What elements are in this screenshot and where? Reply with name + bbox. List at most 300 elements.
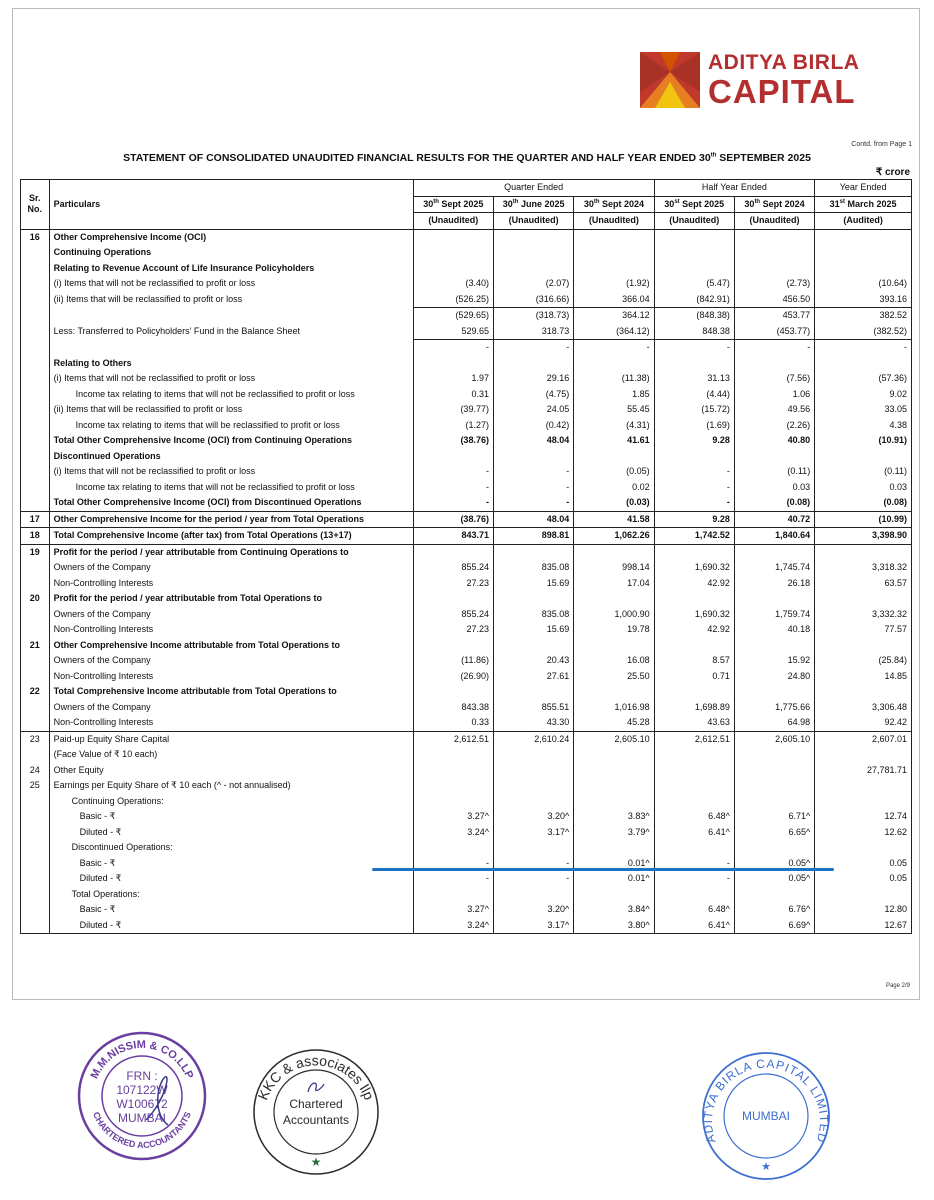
row-sr — [21, 576, 50, 592]
row-value: 382.52 — [815, 308, 912, 324]
row-value: 12.67 — [815, 918, 912, 934]
row-value: 0.03 — [734, 480, 814, 496]
row-value: (318.73) — [493, 308, 573, 324]
row-value: 26.18 — [734, 576, 814, 592]
row-value — [574, 356, 654, 372]
table-row — [21, 276, 912, 292]
row-value — [734, 638, 814, 654]
period-day: 30 — [502, 198, 513, 209]
row-particular: Profit for the period / year attributable from Continuing Operations to — [49, 544, 413, 560]
row-particular: Non-Controlling Interests — [49, 622, 413, 638]
row-particular: Total Other Comprehensive Income (OCI) from Continuing Operations — [49, 433, 413, 449]
row-value: 42.92 — [654, 622, 734, 638]
row-value — [493, 763, 573, 779]
header-status-1: (Unaudited) — [493, 213, 573, 230]
row-sr — [21, 356, 50, 372]
row-value — [574, 887, 654, 903]
row-value: 64.98 — [734, 715, 814, 731]
row-sr — [21, 794, 50, 810]
row-value: 3,318.32 — [815, 560, 912, 576]
row-value: 855.51 — [493, 700, 573, 716]
row-value: (15.72) — [654, 402, 734, 418]
row-sr — [21, 607, 50, 623]
row-particular: Less: Transferred to Policyholders' Fund in the Balance Sheet — [49, 324, 413, 340]
brand-line-1: ADITYA BIRLA — [708, 51, 860, 74]
row-value: (0.42) — [493, 418, 573, 434]
row-value — [815, 449, 912, 465]
row-value — [654, 684, 734, 700]
header-quarter-ended: Quarter Ended — [413, 180, 654, 197]
row-value: (0.05) — [574, 464, 654, 480]
row-value: (848.38) — [654, 308, 734, 324]
row-value: 3,398.90 — [815, 528, 912, 545]
row-sr — [21, 902, 50, 918]
svg-text:ADITYA BIRLA CAPITAL LIMITED — [701, 1057, 831, 1145]
header-particulars: Particulars — [49, 180, 413, 230]
row-value — [815, 684, 912, 700]
row-particular: Income tax relating to items that will not be reclassified to profit or loss — [49, 387, 413, 403]
row-sr — [21, 292, 50, 308]
row-value — [413, 887, 493, 903]
stamp2-ring-text: KKC & associates llp — [254, 1052, 378, 1103]
row-value — [654, 229, 734, 245]
row-sr — [21, 840, 50, 856]
table-row — [21, 731, 912, 747]
row-value: (10.64) — [815, 276, 912, 292]
row-particular: Non-Controlling Interests — [49, 669, 413, 685]
row-particular: (ii) Items that will be reclassified to profit or loss — [49, 292, 413, 308]
row-particular: (i) Items that will not be reclassified to profit or loss — [49, 276, 413, 292]
period-day: 30 — [423, 198, 434, 209]
row-value: 0.03 — [815, 480, 912, 496]
period-rest: Sept 2024 — [599, 198, 645, 209]
row-value: 31.13 — [654, 371, 734, 387]
row-value: - — [654, 480, 734, 496]
header-year-ended: Year Ended — [815, 180, 912, 197]
row-value — [413, 229, 493, 245]
row-value: 843.38 — [413, 700, 493, 716]
row-value: (11.38) — [574, 371, 654, 387]
row-value: 6.69^ — [734, 918, 814, 934]
row-value: (2.26) — [734, 418, 814, 434]
row-sr: 17 — [21, 511, 50, 528]
row-value: (1.69) — [654, 418, 734, 434]
row-value: - — [654, 495, 734, 511]
row-sr — [21, 856, 50, 872]
row-value: 4.38 — [815, 418, 912, 434]
row-value — [654, 261, 734, 277]
row-value: 1,016.98 — [574, 700, 654, 716]
row-value: 24.05 — [493, 402, 573, 418]
row-particular: Relating to Revenue Account of Life Insurance Policyholders — [49, 261, 413, 277]
row-value: - — [734, 340, 814, 356]
header-period-2 — [574, 196, 654, 213]
row-value — [493, 747, 573, 763]
row-value — [734, 794, 814, 810]
row-value: 1,745.74 — [734, 560, 814, 576]
row-value — [574, 261, 654, 277]
row-particular: Income tax relating to items that will be reclassified to profit or loss — [49, 418, 413, 434]
row-value: 3.80^ — [574, 918, 654, 934]
row-value: 0.05 — [815, 871, 912, 887]
row-value: 6.48^ — [654, 809, 734, 825]
row-value: 3.27^ — [413, 902, 493, 918]
row-sr: 23 — [21, 731, 50, 747]
row-value — [815, 356, 912, 372]
row-value — [654, 544, 734, 560]
row-particular: Profit for the period / year attributable from Total Operations to — [49, 591, 413, 607]
stamp3-center: MUMBAI — [742, 1109, 790, 1123]
table-row — [21, 622, 912, 638]
row-sr — [21, 276, 50, 292]
table-row — [21, 511, 912, 528]
row-value: - — [413, 480, 493, 496]
table-row — [21, 464, 912, 480]
table-row — [21, 638, 912, 654]
table-row — [21, 544, 912, 560]
period-rest: Sept 2025 — [438, 198, 484, 209]
row-sr — [21, 387, 50, 403]
row-value: 1.85 — [574, 387, 654, 403]
row-value: - — [413, 856, 493, 872]
row-particular: Paid-up Equity Share Capital — [49, 731, 413, 747]
row-value: (529.65) — [413, 308, 493, 324]
row-value — [413, 261, 493, 277]
row-value: - — [574, 340, 654, 356]
row-value — [574, 229, 654, 245]
row-value: 40.18 — [734, 622, 814, 638]
table-row — [21, 825, 912, 841]
row-value — [815, 245, 912, 261]
header-period-1 — [493, 196, 573, 213]
header-period-0 — [413, 196, 493, 213]
row-particular: Diluted - ₹ — [49, 825, 413, 841]
table-row — [21, 684, 912, 700]
row-value: 1,742.52 — [654, 528, 734, 545]
period-rest: Sept 2024 — [760, 198, 805, 209]
row-value: 1,062.26 — [574, 528, 654, 545]
row-value — [734, 449, 814, 465]
row-sr — [21, 700, 50, 716]
row-sr — [21, 340, 50, 356]
row-value: - — [413, 340, 493, 356]
stamp1-line3: W100672 — [116, 1097, 168, 1111]
row-value: (39.77) — [413, 402, 493, 418]
row-value — [574, 840, 654, 856]
row-value: 453.77 — [734, 308, 814, 324]
table-row — [21, 778, 912, 794]
row-value — [734, 747, 814, 763]
row-value — [734, 356, 814, 372]
results-table — [20, 179, 912, 934]
row-value: 0.05 — [815, 856, 912, 872]
row-value: 0.31 — [413, 387, 493, 403]
row-value: 3,306.48 — [815, 700, 912, 716]
table-row — [21, 528, 912, 545]
row-value — [734, 544, 814, 560]
row-value — [815, 840, 912, 856]
header-period-5 — [815, 196, 912, 213]
header-period-3 — [654, 196, 734, 213]
row-sr — [21, 402, 50, 418]
row-particular: Relating to Others — [49, 356, 413, 372]
row-value: 3.83^ — [574, 809, 654, 825]
row-value — [574, 591, 654, 607]
row-sr — [21, 324, 50, 340]
row-value: (526.25) — [413, 292, 493, 308]
row-value: 6.65^ — [734, 825, 814, 841]
row-value: 835.08 — [493, 560, 573, 576]
row-value — [654, 638, 734, 654]
unit-label: ₹ crore — [875, 167, 910, 178]
table-row — [21, 229, 912, 245]
brand-logo-icon — [640, 52, 700, 108]
row-value — [654, 840, 734, 856]
row-particular: Discontinued Operations — [49, 449, 413, 465]
row-sr: 19 — [21, 544, 50, 560]
row-value: 1,690.32 — [654, 560, 734, 576]
row-particular: Total Operations: — [49, 887, 413, 903]
row-value — [815, 261, 912, 277]
row-value — [493, 840, 573, 856]
row-particular: Owners of the Company — [49, 653, 413, 669]
row-particular: Total Other Comprehensive Income (OCI) from Discontinued Operations — [49, 495, 413, 511]
row-value: 1,698.89 — [654, 700, 734, 716]
row-value — [654, 794, 734, 810]
row-value: 0.01^ — [574, 856, 654, 872]
row-value — [413, 747, 493, 763]
row-value — [815, 638, 912, 654]
row-sr — [21, 449, 50, 465]
row-value: 529.65 — [413, 324, 493, 340]
row-value: - — [493, 464, 573, 480]
row-value: - — [654, 856, 734, 872]
row-particular: Non-Controlling Interests — [49, 576, 413, 592]
row-value: 1,000.90 — [574, 607, 654, 623]
row-value: 27.61 — [493, 669, 573, 685]
row-value — [413, 449, 493, 465]
row-value — [574, 638, 654, 654]
row-value: (0.11) — [734, 464, 814, 480]
row-particular: Basic - ₹ — [49, 902, 413, 918]
row-value: (382.52) — [815, 324, 912, 340]
row-value — [413, 544, 493, 560]
row-particular: (Face Value of ₹ 10 each) — [49, 747, 413, 763]
row-value — [574, 544, 654, 560]
row-value: 12.62 — [815, 825, 912, 841]
row-value: (57.36) — [815, 371, 912, 387]
table-row — [21, 763, 912, 779]
header-status-3: (Unaudited) — [654, 213, 734, 230]
row-particular: Basic - ₹ — [49, 809, 413, 825]
auditor-stamp-kkc — [252, 1048, 380, 1176]
row-value — [815, 591, 912, 607]
row-value: 14.85 — [815, 669, 912, 685]
table-row — [21, 402, 912, 418]
period-day: 30 — [744, 198, 755, 209]
statement-title-text: STATEMENT OF CONSOLIDATED UNAUDITED FINANCIAL RESULTS FOR THE QUARTER AND HALF YEAR ENDED 30th SEPTEMBER 2025 — [123, 152, 811, 164]
period-day: 31 — [829, 198, 840, 209]
row-sr: 22 — [21, 684, 50, 700]
table-row — [21, 653, 912, 669]
header-half-year-ended: Half Year Ended — [654, 180, 815, 197]
row-value — [413, 778, 493, 794]
table-row — [21, 576, 912, 592]
row-value: 9.28 — [654, 511, 734, 528]
row-value: 29.16 — [493, 371, 573, 387]
row-value: 33.05 — [815, 402, 912, 418]
period-day: 30 — [664, 198, 675, 209]
row-sr — [21, 809, 50, 825]
row-value: 17.04 — [574, 576, 654, 592]
row-value — [574, 684, 654, 700]
row-particular: (ii) Items that will be reclassified to profit or loss — [49, 402, 413, 418]
row-sr: 20 — [21, 591, 50, 607]
row-value — [493, 229, 573, 245]
row-value: 27.23 — [413, 576, 493, 592]
row-value — [734, 887, 814, 903]
stamp1-line1: FRN : — [126, 1069, 158, 1083]
row-value — [493, 638, 573, 654]
brand-logo — [640, 52, 872, 108]
row-value: 1,840.64 — [734, 528, 814, 545]
table-row — [21, 356, 912, 372]
stamp1-line4: MUMBAI — [118, 1111, 166, 1125]
row-value: 2,607.01 — [815, 731, 912, 747]
row-value: (453.77) — [734, 324, 814, 340]
stamp1-top-text: M.M.NISSIM & CO.LLP — [88, 1038, 196, 1081]
period-suffix: th — [512, 198, 519, 205]
row-value: 1.06 — [734, 387, 814, 403]
row-value — [413, 245, 493, 261]
row-value: 835.08 — [493, 607, 573, 623]
row-value: - — [493, 480, 573, 496]
auditor-stamp-mm-nissim — [76, 1030, 208, 1162]
table-row — [21, 840, 912, 856]
row-value: 25.50 — [574, 669, 654, 685]
row-value — [815, 544, 912, 560]
annotation-underline — [372, 868, 834, 871]
row-value: 2,610.24 — [493, 731, 573, 747]
row-particular: Owners of the Company — [49, 607, 413, 623]
row-value: 63.57 — [815, 576, 912, 592]
row-value — [574, 747, 654, 763]
row-sr: 21 — [21, 638, 50, 654]
row-value: 855.24 — [413, 560, 493, 576]
row-value — [815, 747, 912, 763]
row-value: 6.48^ — [654, 902, 734, 918]
period-rest: June 2025 — [518, 198, 565, 209]
row-value: 6.76^ — [734, 902, 814, 918]
row-particular: Other Equity — [49, 763, 413, 779]
table-row — [21, 715, 912, 731]
row-sr — [21, 245, 50, 261]
row-value: 42.92 — [654, 576, 734, 592]
row-value — [413, 794, 493, 810]
row-value: - — [654, 871, 734, 887]
row-value: - — [413, 495, 493, 511]
row-value: 19.78 — [574, 622, 654, 638]
row-value: 3.24^ — [413, 825, 493, 841]
table-row — [21, 871, 912, 887]
row-particular: Other Comprehensive Income for the period / year from Total Operations — [49, 511, 413, 528]
row-value — [413, 356, 493, 372]
stamp3-ring-text: ADITYA BIRLA CAPITAL LIMITED — [700, 1056, 832, 1145]
row-sr — [21, 747, 50, 763]
table-row — [21, 371, 912, 387]
row-value — [734, 840, 814, 856]
row-value: 998.14 — [574, 560, 654, 576]
row-value: (2.07) — [493, 276, 573, 292]
header-status-4: (Unaudited) — [734, 213, 814, 230]
row-value: (4.31) — [574, 418, 654, 434]
row-value — [734, 229, 814, 245]
row-particular — [49, 340, 413, 356]
row-value: (26.90) — [413, 669, 493, 685]
table-row — [21, 495, 912, 511]
row-value: 0.33 — [413, 715, 493, 731]
row-value: (25.84) — [815, 653, 912, 669]
row-value: 55.45 — [574, 402, 654, 418]
row-value: 0.01^ — [574, 871, 654, 887]
row-value: (0.08) — [815, 495, 912, 511]
table-row — [21, 449, 912, 465]
period-suffix: th — [593, 198, 600, 205]
table-row — [21, 324, 912, 340]
period-day: 30 — [583, 198, 594, 209]
header-period-4 — [734, 196, 814, 213]
row-sr — [21, 560, 50, 576]
row-value: 43.30 — [493, 715, 573, 731]
row-particular: Discontinued Operations: — [49, 840, 413, 856]
row-sr: 24 — [21, 763, 50, 779]
row-value — [654, 747, 734, 763]
table-row — [21, 607, 912, 623]
star-icon: ★ — [761, 1160, 771, 1173]
row-sr — [21, 371, 50, 387]
table-row — [21, 887, 912, 903]
row-particular: Diluted - ₹ — [49, 918, 413, 934]
row-value: 3,332.32 — [815, 607, 912, 623]
row-value — [493, 261, 573, 277]
table-row — [21, 560, 912, 576]
row-value: - — [493, 340, 573, 356]
row-value — [734, 778, 814, 794]
row-particular: Continuing Operations — [49, 245, 413, 261]
row-value: 2,605.10 — [734, 731, 814, 747]
row-value: - — [654, 340, 734, 356]
row-value: - — [654, 464, 734, 480]
row-value: 393.16 — [815, 292, 912, 308]
row-value: (0.08) — [734, 495, 814, 511]
table-row — [21, 669, 912, 685]
row-value: 77.57 — [815, 622, 912, 638]
period-suffix: st — [674, 198, 680, 205]
row-particular — [49, 308, 413, 324]
row-value: (842.91) — [654, 292, 734, 308]
row-value: 15.69 — [493, 622, 573, 638]
row-value: (11.86) — [413, 653, 493, 669]
row-value: 843.71 — [413, 528, 493, 545]
statement-title — [20, 152, 914, 164]
row-sr — [21, 918, 50, 934]
row-value: 3.17^ — [493, 918, 573, 934]
row-sr — [21, 622, 50, 638]
row-value — [815, 229, 912, 245]
row-value: (0.03) — [574, 495, 654, 511]
table-row — [21, 700, 912, 716]
row-sr — [21, 653, 50, 669]
